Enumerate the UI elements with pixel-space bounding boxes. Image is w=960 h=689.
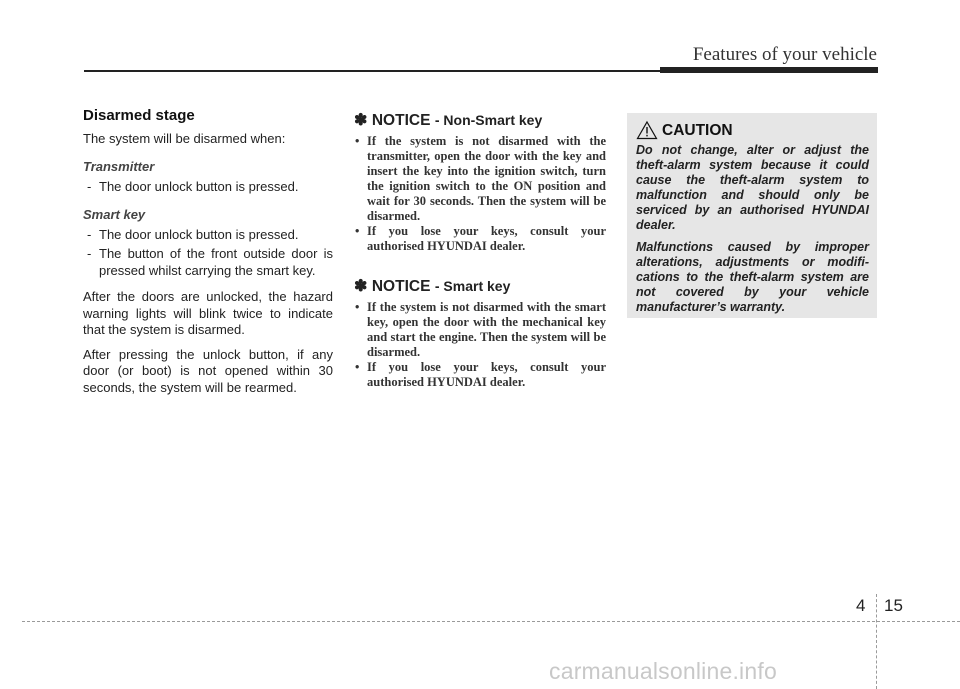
body-paragraph: After pressing the unlock button, if any door (or boot) is not opened within 30 seconds, the system will be rearmed. <box>83 346 333 395</box>
notice-list-non-smart-key <box>354 134 606 254</box>
section-title: Features of your vehicle <box>692 44 877 65</box>
notice-list-smart-key <box>354 300 606 390</box>
transmitter-list <box>83 179 333 196</box>
list-item: - The button of the front outside door is pressed whilst carrying the smart key. <box>83 246 333 279</box>
header-rule-accent <box>660 67 878 73</box>
caution-title: CAUTION <box>662 122 733 139</box>
intro-text: The system will be disarmed when: <box>83 130 286 146</box>
smart-key-list <box>83 227 333 280</box>
list-item: • If the system is not disarmed with the smart key, open the door with the mechanical key and start the engine. Then the system will be disarmed. <box>354 300 606 360</box>
notice-word: NOTICE <box>371 278 431 295</box>
watermark: carmanualsonline.info <box>549 658 777 684</box>
transmitter-subheading: Transmitter <box>83 159 155 174</box>
caution-paragraph: Malfunctions caused by improper alterations, adjustments or modifi-cations to the theft-alarm system are not covered by your vehicle manufacturer’s warranty. <box>636 240 869 314</box>
notice-subtitle: - Smart key <box>434 278 511 294</box>
caution-paragraph: Do not change, alter or adjust the theft-alarm system because it could cause the theft-alarm system to malfunction and should only be serviced by an authorised HYUNDAI dealer. <box>636 143 869 232</box>
caution-heading <box>636 122 869 140</box>
list-item: • If you lose your keys, consult your authorised HYUNDAI dealer. <box>354 224 606 254</box>
left-column <box>83 108 333 404</box>
warning-triangle-icon <box>636 120 658 140</box>
list-item: • If you lose your keys, consult your authorised HYUNDAI dealer. <box>354 360 606 390</box>
notice-subtitle: - Non-Smart key <box>434 112 543 128</box>
page-number: 15 <box>884 596 903 615</box>
smart-key-subheading: Smart key <box>83 207 146 222</box>
disarmed-stage-heading: Disarmed stage <box>83 107 195 124</box>
list-item: - The door unlock button is pressed. <box>83 227 333 244</box>
list-item: - The door unlock button is pressed. <box>83 179 333 196</box>
chapter-number: 4 <box>856 596 866 615</box>
notice-word: NOTICE <box>371 112 431 129</box>
notice-heading-non-smart-key <box>354 110 606 130</box>
footer-rule <box>22 621 960 622</box>
notices-column <box>354 108 606 400</box>
notice-heading-smart-key <box>354 276 606 296</box>
notice-star-icon: ✽ <box>354 112 368 129</box>
body-paragraph: After the doors are unlocked, the hazard warning lights will blink twice to indicate that the system is disarmed. <box>83 289 333 337</box>
caution-box <box>627 113 877 318</box>
notice-star-icon: ✽ <box>354 278 368 295</box>
page-number-separator <box>876 594 878 689</box>
list-item: • If the system is not disarmed with the transmitter, open the door with the key and insert the key into the ignition switch, turn the ignition switch to the ON position and wait for 30 seconds. Then the system will be disarmed. <box>354 134 606 224</box>
